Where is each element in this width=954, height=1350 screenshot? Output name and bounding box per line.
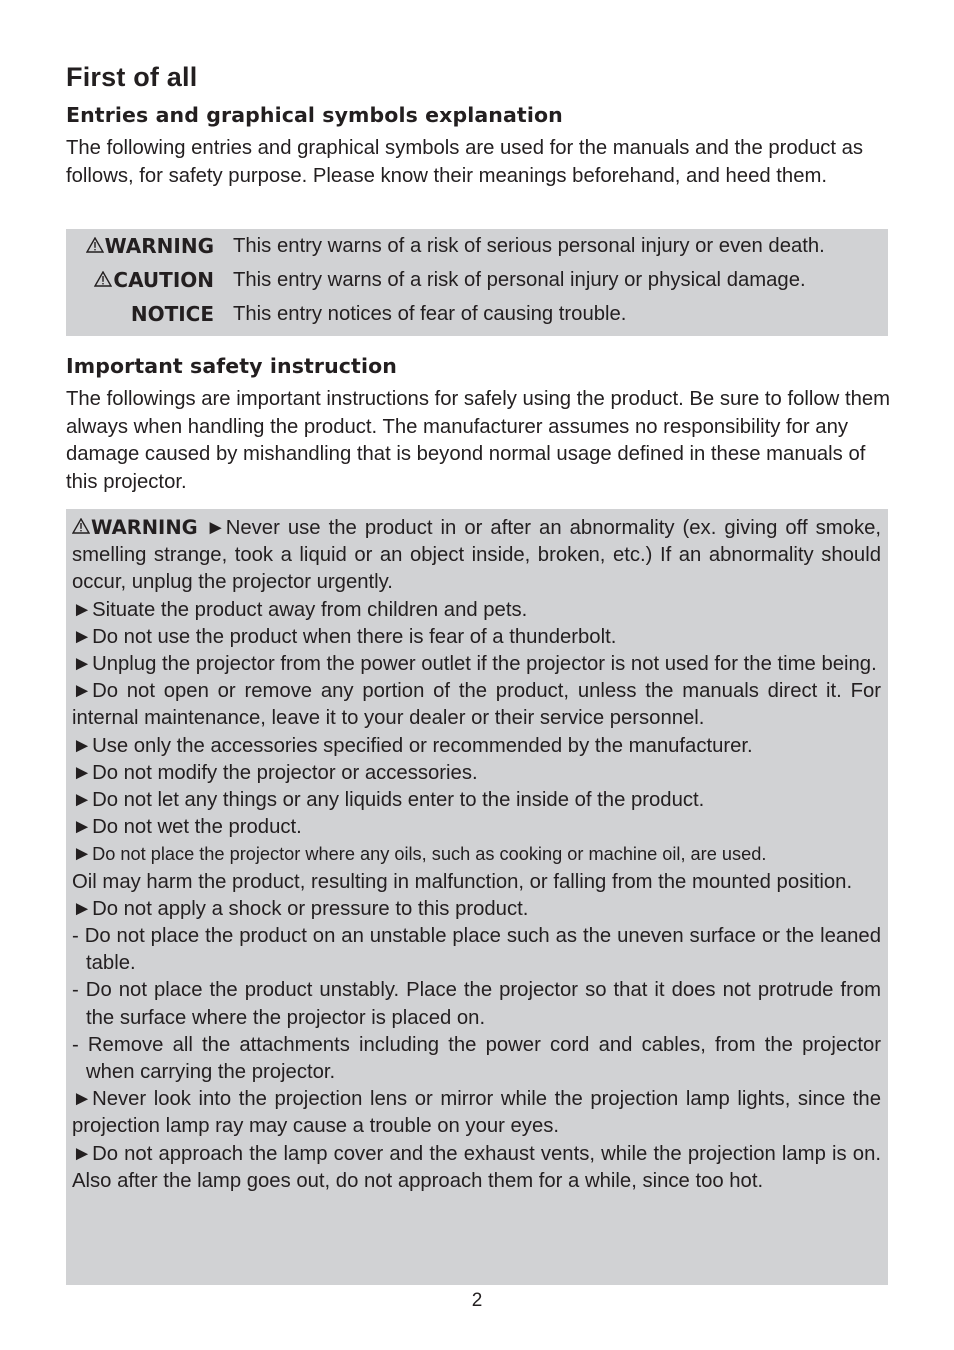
warning-sub-item: - Do not place the product unstably. Place the projector so that it does not protrude from the surface where the projector is placed on. [72,979,881,1029]
legend-row-caution [66,265,888,295]
section-paragraph-symbols: The following entries and graphical symbols are used for the manuals and the product as follows, for safety purpose. Please know their meanings beforehand, and heed them. [66,137,864,187]
bullet-icon: ► [72,789,93,812]
bullet-icon: ► [72,680,93,703]
bullet-icon: ► [72,897,93,920]
bullet-icon: ► [72,761,93,784]
warning-item: ►Do not let any things or any liquids enter to the inside of the product. [72,789,705,812]
warning-item: ►Do not open or remove any portion of the product, unless the manuals direct it. For internal maintenance, leave it to your dealer or their service personnel. [72,680,881,730]
warning-item: ►Do not wet the product. [72,816,302,839]
symbols-legend-box [66,229,888,336]
warning-item-oil: ►Do not place the projector where any oils, such as cooking or machine oil, are used. [72,843,767,866]
legend-term: NOTICE [130,302,214,326]
warning-item: ►Do not apply a shock or pressure to this product. [72,897,529,920]
warning-triangle-icon [72,518,90,534]
section-heading-symbols: Entries and graphical symbols explanation [66,103,563,127]
warning-item: ►Unplug the projector from the power outlet if the projector is not used for the time being. [72,653,877,676]
legend-row-warning [66,231,888,261]
section-paragraph-safety: The followings are important instructions for safely using the product. Be sure to follow them always when handling the product. The manufacturer assumes no responsibility for any damage caused by mishandling that is beyond normal usage defined in these manuals of this projector. [66,388,891,493]
warning-item: ►Situate the product away from children and pets. [72,598,528,621]
warning-triangle-icon [86,237,104,253]
warning-label: WARNING [72,516,198,539]
warning-item: ►Do not use the product when there is fear of a thunderbolt. [72,625,617,648]
legend-term: WARNING [86,231,214,261]
warning-item: ►Do not modify the projector or accessories. [72,761,478,784]
warning-item: ►Use only the accessories specified or recommended by the manufacturer. [72,734,753,757]
legend-definition: This entry notices of fear of causing trouble. [233,303,627,325]
section-heading-safety: Important safety instruction [66,354,397,378]
bullet-icon: ► [72,734,93,757]
legend-term: CAUTION [94,265,214,295]
warning-triangle-icon [94,271,112,287]
bullet-icon: ► [72,843,93,866]
legend-row-notice [66,299,888,329]
bullet-icon: ► [72,653,93,676]
bullet-icon: ► [72,1142,93,1165]
bullet-icon: ► [72,598,93,621]
warning-item-oil-continued: Oil may harm the product, resulting in malfunction, or falling from the mounted position. [72,870,853,893]
page-title: First of all [66,62,198,92]
bullet-icon: ► [205,517,226,539]
page-number: 2 [471,1290,483,1311]
warning-item: ►Never look into the projection lens or mirror while the projection lamp lights, since the projection lamp ray may cause a trouble on your eyes. [72,1088,881,1138]
bullet-icon: ► [72,816,93,839]
warning-instructions-box [66,509,888,1285]
warning-sub-item: - Remove all the attachments including the power cord and cables, from the projector when carrying the projector. [72,1033,881,1084]
legend-definition: This entry warns of a risk of personal injury or physical damage. [233,269,806,291]
warning-item: ►Do not approach the lamp cover and the exhaust vents, while the projection lamp is on. Also after the lamp goes out, do not approach them for a while, since too hot. [72,1142,881,1192]
warning-instructions-list [72,514,881,1195]
warning-sub-item: - Do not place the product on an unstable place such as the uneven surface or the leaned table. [72,925,881,975]
legend-definition: This entry warns of a risk of serious personal injury or even death. [233,235,825,257]
bullet-icon: ► [72,1088,93,1111]
warning-item: WARNING ►Never use the product in or after an abnormality (ex. giving off smoke, smelling strange, took a liquid or an object inside, broken, etc.) If an abnormality should occur, unplug the projector urgently. [72,516,881,594]
bullet-icon: ► [72,625,93,648]
